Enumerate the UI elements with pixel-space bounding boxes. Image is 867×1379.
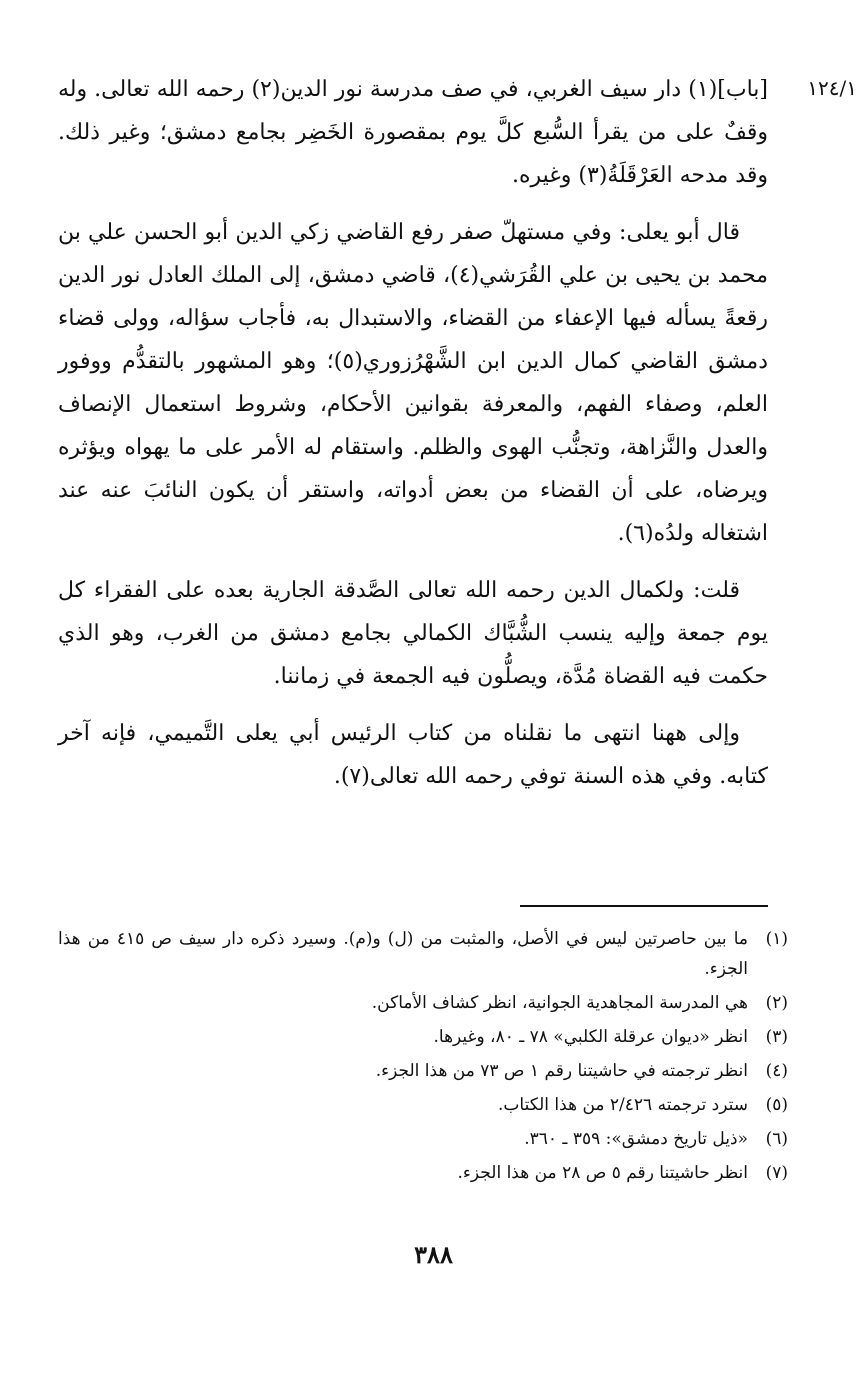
paragraph: [باب](١) دار سيف الغربي، في صف مدرسة نور الدين(٢) رحمه الله تعالى. وله وقفٌ على من يقرأ السُّبع كلَّ يوم بمقصورة الخَضِر بجامع دمشق؛ وغير ذلك. وقد مدحه العَرْقَلَةُ(٣) وغيره. [58,77,768,188]
footnote-number: (٤) [765,1061,788,1081]
footnote-text: هي المدرسة المجاهدية الجوانية، انظر كشاف الأماكن. [371,993,748,1013]
footnote-text: انظر «ديوان عرقلة الكلبي» ٧٨ ـ ٨٠، وغيرها. [433,1027,748,1047]
paragraph: وإلى ههنا انتهى ما نقلناه من كتاب الرئيس أبي يعلى التَّميمي، فإنه آخر كتابه. وفي هذه السنة توفي رحمه الله تعالى(٧). [58,721,768,789]
footnote-text: «ذيل تاريخ دمشق»: ٣٥٩ ـ ٣٦٠. [524,1129,748,1149]
footnote [58,1056,788,1086]
footnote-number: (٢) [765,993,788,1013]
footnote-number: (١) [765,929,788,949]
footnotes [58,924,788,1192]
main-text [58,68,768,812]
paragraph: قلت: ولكمال الدين رحمه الله تعالى الصَّدقة الجارية بعده على الفقراء كل يوم جمعة وإليه ينسب الشُّبَّاك الكمالي بجامع دمشق من الغرب، وهو الذي حكمت فيه القضاة مُدَّة، ويصلُّون فيه الجمعة في زماننا. [58,578,768,689]
footnote [58,988,788,1018]
footnote [58,1124,788,1154]
page-number: ٣٨٨ [414,1240,453,1269]
footnote-text: ما بين حاصرتين ليس في الأصل، والمثبت من (ل) و(م). وسيرد ذكره دار سيف ص ٤١٥ من هذا الجزء. [58,929,748,979]
footnote-text: انظر حاشيتنا رقم ٥ ص ٢٨ من هذا الجزء. [457,1163,748,1183]
footnote [58,1090,788,1120]
footnote-text: انظر ترجمته في حاشيتنا رقم ١ ص ٧٣ من هذا الجزء. [375,1061,748,1081]
footnote-number: (٥) [765,1095,788,1115]
footnote-text: سترد ترجمته ٢/٤٢٦ من هذا الكتاب. [498,1095,748,1115]
footnote-number: (٣) [765,1027,788,1047]
margin-reference: ١٢٤/١ [807,76,857,100]
paragraph: قال أبو يعلى: وفي مستهلّ صفر رفع القاضي زكي الدين أبو الحسن علي بن محمد بن يحيى بن علي القُرَشي(٤)، قاضي دمشق، إلى الملك العادل نور الدين رقعةً يسأله فيها الإعفاء من القضاء، والاستبدال به، فأجاب سؤاله، وولى قضاء دمشق القاضي كمال الدين ابن الشَّهْرُزوري(٥)؛ وهو المشهور بالتقدُّم ووفور العلم، وصفاء الفهم، والمعرفة بقوانين الأحكام، وشروط استعمال الإنصاف والعدل والنَّزاهة، وتجنُّب الهوى والظلم. واستقام له الأمر على ما يهواه ويؤثره ويرضاه، على أن القضاء من بعض أدواته، واستقر أن يكون النائبَ عنه عند اشتغاله ولدُه(٦). [58,220,768,546]
footnote [58,924,788,984]
footnote [58,1022,788,1052]
footnote-number: (٦) [765,1129,788,1149]
footnote-number: (٧) [765,1163,788,1183]
footnote [58,1158,788,1188]
footnote-divider [520,905,768,907]
